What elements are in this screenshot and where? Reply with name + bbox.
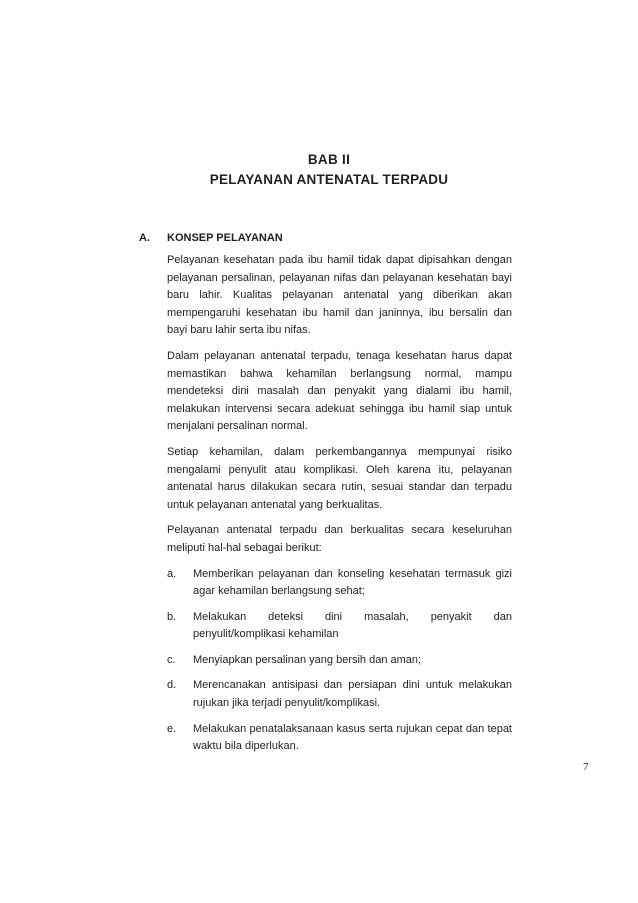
paragraph-3: Setiap kehamilan, dalam perkembangannya mempunyai risiko mengalami penyulit atau komplikasi. Oleh karena itu, pelayanan antenatal harus dilakukan secara rutin, sesuai standar dan terpadu untuk pelayanan antenatal yang berkualitas. — [167, 445, 512, 511]
section-title: KONSEP PELAYANAN — [167, 232, 283, 244]
service-list — [167, 566, 512, 756]
paragraph-1: Pelayanan kesehatan pada ibu hamil tidak dapat dipisahkan dengan pelayanan persalinan, pelayanan nifas dan pelayanan kesehatan bayi baru lahir. Kualitas pelayanan antenatal yang diberikan akan mempengaruhi kesehatan ibu hamil dan janinnya, ibu bersalin dan bayi baru lahir serta ibu nifas. — [167, 254, 512, 337]
list-item — [167, 566, 512, 601]
list-marker: b. — [167, 610, 177, 623]
chapter-label: BAB II — [307, 152, 351, 167]
page-number: 7 — [583, 761, 589, 773]
list-item — [167, 609, 512, 644]
list-item — [167, 652, 512, 670]
list-marker: e. — [167, 722, 177, 735]
list-marker: d. — [167, 679, 177, 692]
list-text: Merencanakan antisipasi dan persiapan dini untuk melakukan rujukan jika terjadi penyulit/komplikasi. — [193, 679, 512, 710]
chapter-title: PELAYANAN ANTENATAL TERPADU — [209, 172, 449, 187]
body-text — [167, 252, 512, 764]
list-text: Menyiapkan persalinan yang bersih dan aman; — [193, 653, 422, 666]
list-text: Memberikan pelayanan dan konseling kesehatan termasuk gizi agar kehamilan berlangsung sehat; — [193, 567, 512, 598]
list-marker: a. — [167, 567, 177, 580]
paragraph-2: Dalam pelayanan antenatal terpadu, tenaga kesehatan harus dapat memastikan bahwa kehamilan berlangsung normal, mampu mendeteksi dini masalah dan penyakit yang dialami ibu hamil, melakukan intervensi secara adekuat sehingga ibu hamil siap untuk menjalani persalinan normal. — [167, 349, 512, 433]
list-text: Melakukan deteksi dini masalah, penyakit dan penyulit/komplikasi kehamilan — [193, 610, 512, 641]
list-item — [167, 721, 512, 756]
paragraph-4: Pelayanan antenatal terpadu dan berkualitas secara keseluruhan meliputi hal-hal sebagai berikut: — [167, 524, 512, 554]
list-marker: c. — [167, 653, 176, 666]
section-marker: A. — [139, 232, 150, 244]
list-text: Melakukan penatalaksanaan kasus serta rujukan cepat dan tepat waktu bila diperlukan. — [193, 722, 512, 753]
list-item — [167, 677, 512, 712]
